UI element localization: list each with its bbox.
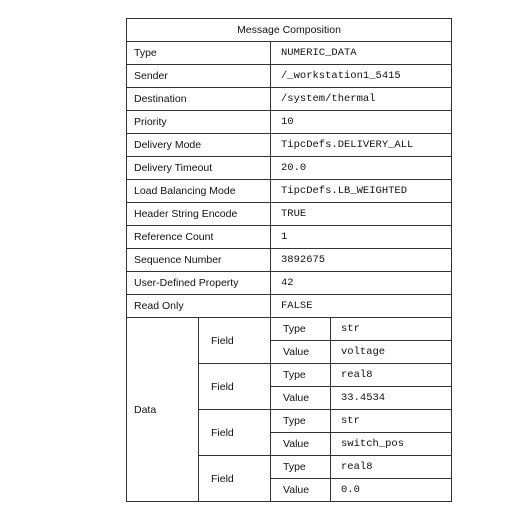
field-value-label: Value — [271, 387, 331, 410]
field-type-value: str — [331, 318, 452, 341]
field-label: Field — [199, 410, 271, 456]
field-type-label: Type — [271, 318, 331, 341]
property-row — [127, 180, 452, 203]
field-value-label: Value — [271, 433, 331, 456]
property-value: 3892675 — [271, 249, 452, 272]
property-label: Header String Encode — [127, 203, 271, 226]
field-type-row — [127, 318, 452, 341]
property-row — [127, 226, 452, 249]
field-value-label: Value — [271, 479, 331, 502]
property-row — [127, 88, 452, 111]
property-value: 42 — [271, 272, 452, 295]
property-label: Delivery Mode — [127, 134, 271, 157]
property-label: User-Defined Property — [127, 272, 271, 295]
field-value: voltage — [331, 341, 452, 364]
property-value: TipcDefs.DELIVERY_ALL — [271, 134, 452, 157]
property-label: Sender — [127, 65, 271, 88]
property-row — [127, 42, 452, 65]
property-value: 20.0 — [271, 157, 452, 180]
property-row — [127, 272, 452, 295]
property-row — [127, 295, 452, 318]
field-type-label: Type — [271, 410, 331, 433]
field-value: 0.0 — [331, 479, 452, 502]
field-type-value: str — [331, 410, 452, 433]
field-type-value: real8 — [331, 456, 452, 479]
data-section-label: Data — [127, 318, 199, 502]
field-label: Field — [199, 364, 271, 410]
property-label: Priority — [127, 111, 271, 134]
field-value-label: Value — [271, 341, 331, 364]
title-row — [127, 19, 452, 42]
property-value: 1 — [271, 226, 452, 249]
property-label: Load Balancing Mode — [127, 180, 271, 203]
property-label: Type — [127, 42, 271, 65]
field-value: 33.4534 — [331, 387, 452, 410]
property-row — [127, 249, 452, 272]
property-label: Reference Count — [127, 226, 271, 249]
property-row — [127, 157, 452, 180]
field-label: Field — [199, 318, 271, 364]
property-value: TipcDefs.LB_WEIGHTED — [271, 180, 452, 203]
property-row — [127, 134, 452, 157]
property-row — [127, 65, 452, 88]
property-value: FALSE — [271, 295, 452, 318]
property-label: Delivery Timeout — [127, 157, 271, 180]
table-body — [127, 19, 452, 502]
field-value: switch_pos — [331, 433, 452, 456]
property-row — [127, 111, 452, 134]
property-value: TRUE — [271, 203, 452, 226]
property-label: Read Only — [127, 295, 271, 318]
property-value: /system/thermal — [271, 88, 452, 111]
field-type-value: real8 — [331, 364, 452, 387]
property-label: Sequence Number — [127, 249, 271, 272]
field-label: Field — [199, 456, 271, 502]
table-title: Message Composition — [127, 19, 452, 42]
field-type-label: Type — [271, 364, 331, 387]
message-composition-table — [126, 18, 452, 502]
property-value: 10 — [271, 111, 452, 134]
property-value: NUMERIC_DATA — [271, 42, 452, 65]
property-row — [127, 203, 452, 226]
property-value: /_workstation1_5415 — [271, 65, 452, 88]
field-type-label: Type — [271, 456, 331, 479]
property-label: Destination — [127, 88, 271, 111]
